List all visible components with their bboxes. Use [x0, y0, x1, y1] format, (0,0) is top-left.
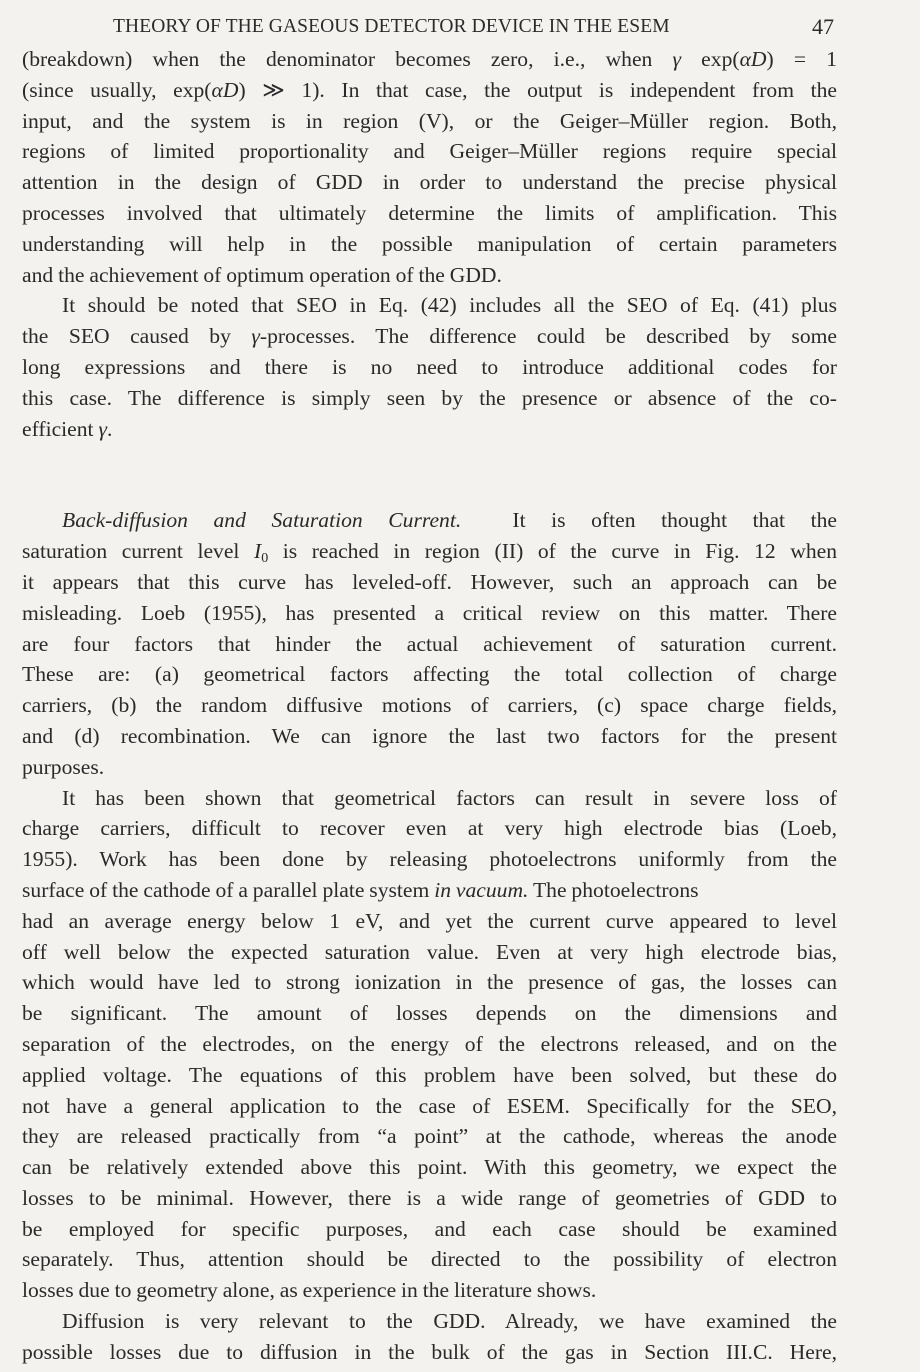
- text-line: separation of the electrodes, on the energy of the electrons released, and on the: [22, 1031, 837, 1056]
- text-line: understanding will help in the possible manipulation of certain parameters: [22, 231, 837, 256]
- paragraph-back-diffusion: [22, 505, 837, 782]
- text-line: and (d) recombination. We can ignore the last two factors for the present: [22, 723, 837, 748]
- text-line: off well below the expected saturation value. Even at very high electrode bias,: [22, 939, 837, 964]
- text-line: it appears that this curve has leveled-off. However, such an approach can be: [22, 569, 837, 594]
- page-body: [22, 44, 837, 1368]
- text-line: long expressions and there is no need to introduce additional codes for: [22, 354, 837, 379]
- text-line: It has been shown that geometrical factors can result in severe loss of: [62, 785, 837, 810]
- text-line: had an average energy below 1 eV, and yet the current curve appeared to level: [22, 908, 837, 933]
- paragraph-seo-note: [22, 290, 837, 444]
- text-line: charge carriers, difficult to recover even at very high electrode bias (Loeb,: [22, 816, 837, 841]
- text-line: surface of the cathode of a parallel plate system in vacuum. The photoelectrons: [22, 877, 699, 902]
- text-line: misleading. Loeb (1955), has presented a critical review on this matter. There: [22, 600, 837, 625]
- text-line: can be relatively extended above this point. With this geometry, we expect the: [22, 1155, 837, 1180]
- text-line: and the achievement of optimum operation of the GDD.: [22, 262, 502, 287]
- text-line: be significant. The amount of losses depends on the dimensions and: [22, 1001, 837, 1026]
- text-line: It should be noted that SEO in Eq. (42) includes all the SEO of Eq. (41) plus: [62, 293, 837, 318]
- text-line: losses due to geometry alone, as experience in the literature shows.: [22, 1278, 597, 1303]
- text-line: (breakdown) when the denominator becomes zero, i.e., when γ exp(αD) = 1: [22, 47, 837, 71]
- text-line: carriers, (b) the random diffusive motions of carriers, (c) space charge fields,: [22, 693, 837, 718]
- page-number: 47: [812, 14, 834, 39]
- running-header: [0, 14, 920, 44]
- paragraph-breakdown: [22, 44, 837, 290]
- text-line: be employed for specific purposes, and each case should be examined: [22, 1216, 837, 1241]
- running-title: THEORY OF THE GASEOUS DETECTOR DEVICE IN THE ESEM: [113, 16, 670, 37]
- text-line: (since usually, exp(αD) ≫ 1). In that case, the output is independent from the: [22, 77, 837, 102]
- text-line: These are: (a) geometrical factors affecting the total collection of charge: [22, 662, 837, 687]
- text-line: input, and the system is in region (V), or the Geiger–Müller region. Both,: [22, 108, 837, 133]
- text-line: 1955). Work has been done by releasing photoelectrons uniformly from the: [22, 847, 837, 872]
- text-line: processes involved that ultimately determine the limits of amplification. This: [22, 200, 837, 225]
- text-line: regions of limited proportionality and Geiger–Müller regions require special: [22, 139, 837, 164]
- text-line: attention in the design of GDD in order to understand the precise physical: [22, 170, 837, 195]
- text-line: losses to be minimal. However, there is a wide range of geometries of GDD to: [22, 1185, 837, 1210]
- paragraph-diffusion: [22, 1306, 837, 1368]
- section-heading: Back-diffusion and Saturation Current.: [62, 508, 462, 533]
- paragraph-geometrical-factors: [22, 783, 837, 1307]
- text-line: the SEO caused by γ-processes. The difference could be described by some: [22, 324, 837, 349]
- text-line: separately. Thus, attention should be directed to the possibility of electron: [22, 1247, 837, 1272]
- text-line: possible losses due to diffusion in the bulk of the gas in Section III.C. Here,: [22, 1339, 837, 1364]
- text-line: this case. The difference is simply seen by the presence or absence of the co-: [22, 385, 837, 410]
- text-line: applied voltage. The equations of this problem have been solved, but these do: [22, 1062, 837, 1087]
- text-line: Back-diffusion and Saturation Current. It is often thought that the: [62, 508, 837, 533]
- text-line: are four factors that hinder the actual achievement of saturation current.: [22, 631, 837, 656]
- text-line: which would have led to strong ionization in the presence of gas, the losses can: [22, 970, 837, 995]
- text-line: Diffusion is very relevant to the GDD. Already, we have examined the: [62, 1309, 837, 1334]
- text-line: purposes.: [22, 754, 105, 779]
- section-gap: [22, 444, 837, 505]
- text-line: efficient γ.: [22, 416, 113, 441]
- text-line: saturation current level $I_0$ is reached in region (II) of the curve in Fig. 12 when: [22, 539, 837, 567]
- text-line: they are released practically from “a point” at the cathode, whereas the anode: [22, 1124, 837, 1149]
- text-line: not have a general application to the case of ESEM. Specifically for the SEO,: [22, 1093, 837, 1118]
